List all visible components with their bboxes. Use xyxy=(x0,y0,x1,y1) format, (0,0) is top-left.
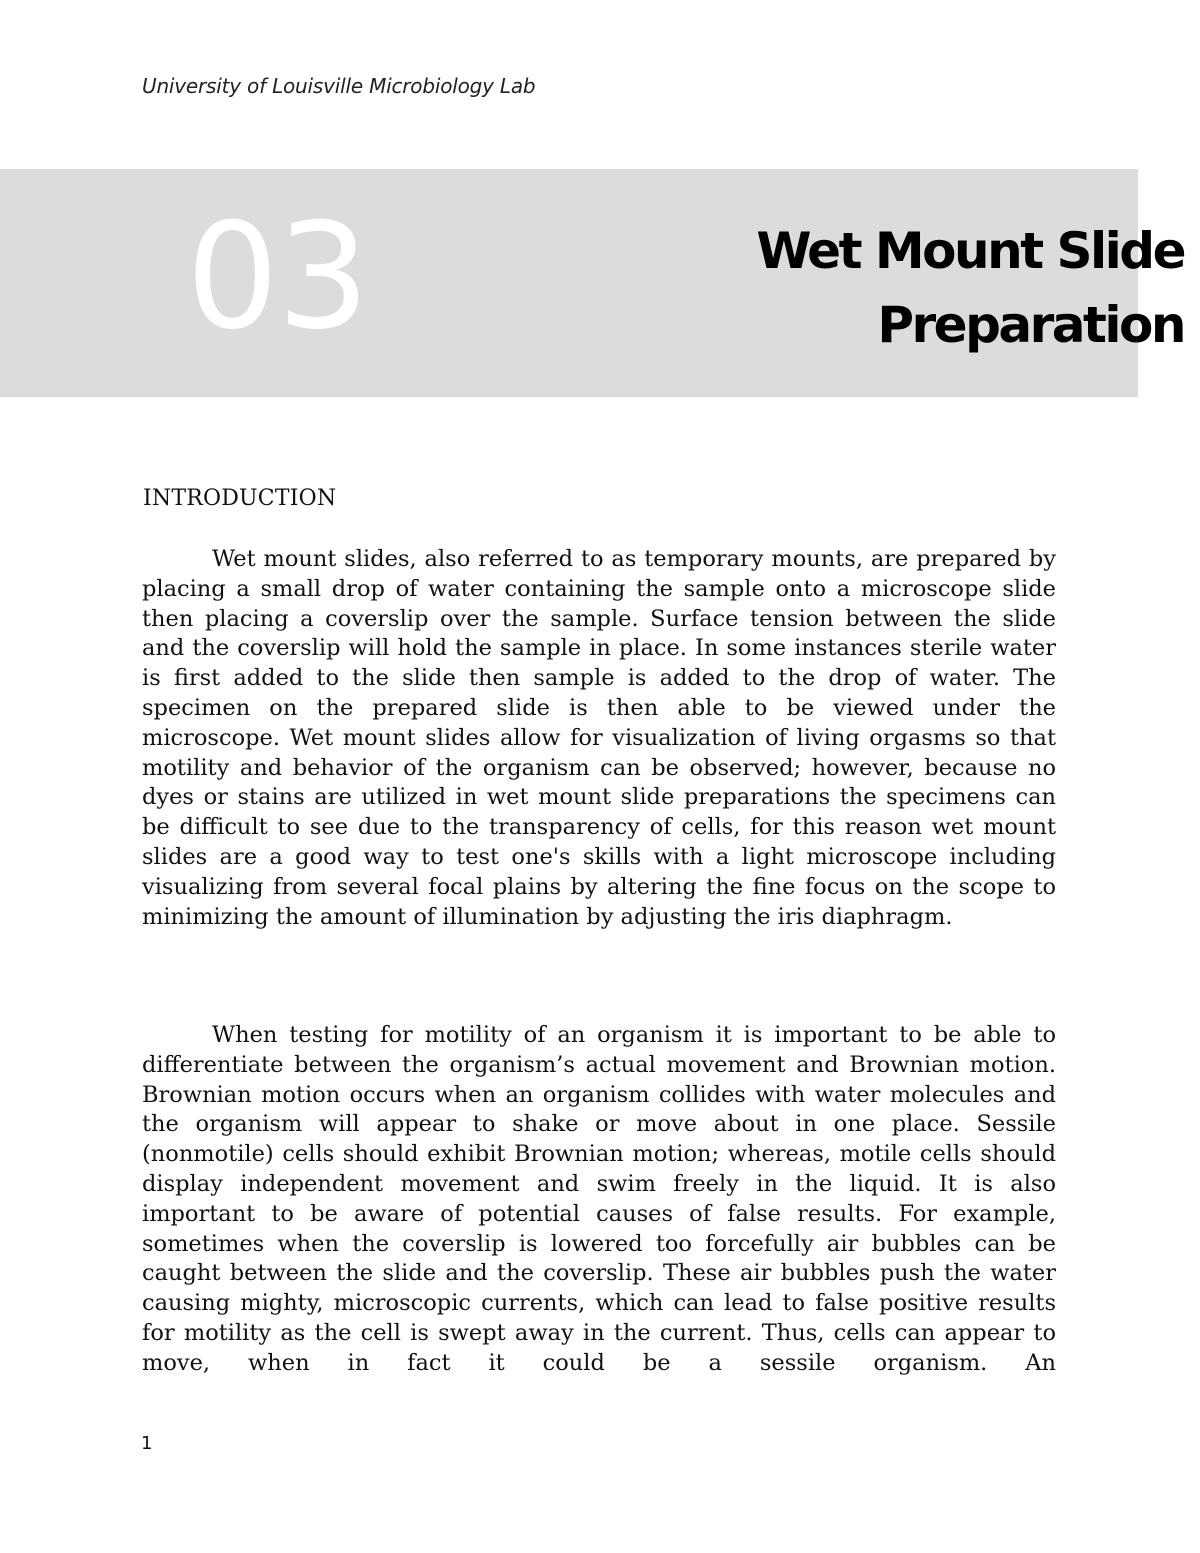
page-number: 1 xyxy=(141,1433,153,1454)
paragraph: When testing for motility of an organism it is important to be able to differentiate between the organism’s actual movement and Brownian motion. Brownian motion occurs when an organism collides with water molecules and the organism will appear to shake or move about in one place. Sessile (nonmotile) cells should exhibit Brownian motion; whereas, motile cells should display independent movement and swim freely in the liquid. It is also important to be aware of potential causes of false results. For example, sometimes when the coverslip is lowered too forcefully air bubbles can be caught between the slide and the coverslip. These air bubbles push the water causing mighty, microscopic currents, which can lead to false positive results for motility as the cell is swept away in the current. Thus, cells can appear to move, when in fact it could be a sessile organism. An xyxy=(142,1022,1056,1376)
paragraph: Wet mount slides, also referred to as temporary mounts, are prepared by placing a small drop of water containing the sample onto a microscope slide then placing a coverslip over the sample. Surface tension between the slide and the coverslip will hold the sample in place. In some instances sterile water is first added to the slide then sample is added to the drop of water. The specimen on the prepared slide is then able to be viewed under the microscope. Wet mount slides allow for visualization of living orgasms so that motility and behavior of the organism can be observed; however, because no dyes or stains are utilized in wet mount slide preparations the specimens can be difficult to see due to the transparency of cells, for this reason wet mount slides are a good way to test one's skills with a light microscope including visualizing from several focal plains by altering the fine focus on the scope to minimizing the amount of illumination by adjusting the iris diaphragm. xyxy=(142,546,1056,930)
chapter-number: 03 xyxy=(186,192,368,362)
running-header: University of Louisville Microbiology Lab xyxy=(142,74,536,98)
chapter-title-line-1: Wet Mount Slide xyxy=(756,222,1184,280)
chapter-title-line-2: Preparation xyxy=(877,296,1184,354)
chapter-title xyxy=(584,214,1184,362)
section-heading: INTRODUCTION xyxy=(143,486,337,511)
